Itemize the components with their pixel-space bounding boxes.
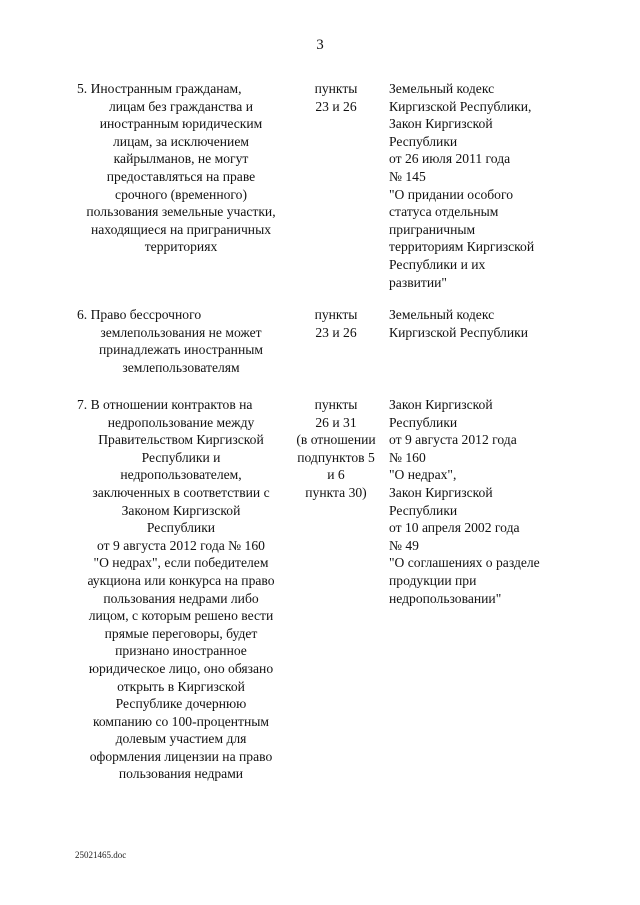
- text-line: недропользование между: [107, 414, 255, 430]
- text-line: территориям Киргизской: [389, 239, 535, 255]
- text-line: Законом Киргизской: [121, 502, 241, 518]
- text-line: 26 и 31: [315, 414, 357, 430]
- text-line: от 9 августа 2012 года: [389, 432, 517, 448]
- text-line: 23 и 26: [315, 324, 357, 340]
- text-line: открыть в Киргизской: [117, 678, 245, 694]
- text-line: "О соглашениях о разделе: [389, 555, 540, 571]
- text-line: недропользовании": [389, 590, 502, 606]
- text-line: предоставляться на праве: [106, 168, 256, 184]
- text-line: недропользователем,: [120, 467, 242, 483]
- text-line: лицам без гражданства и: [108, 98, 253, 114]
- text-line: лицам, за исключением: [113, 133, 249, 149]
- text-line: "О недрах",: [389, 467, 457, 483]
- text-line: землепользователям: [122, 359, 240, 375]
- text-line: долевым участием для: [115, 731, 247, 747]
- text-line: № 145: [389, 168, 426, 184]
- text-line: находящиеся на приграничных: [90, 221, 271, 237]
- text-line: продукции при: [389, 572, 477, 588]
- requirement-cell: [75, 396, 287, 783]
- text-line: 6. Право бессрочного: [77, 307, 202, 322]
- text-line: оформления лицензии на право: [89, 748, 273, 764]
- text-line: "О придании особого: [389, 186, 513, 202]
- text-line: прямые переговоры, будет: [104, 625, 258, 641]
- text-line: Киргизской Республики: [389, 324, 528, 340]
- text-line: лицом, с которым решено вести: [88, 608, 274, 624]
- law-cell: [389, 396, 569, 607]
- text-line: кайрылманов, не могут: [113, 151, 249, 167]
- text-line: Закон Киргизской: [389, 484, 493, 500]
- text-line: "О недрах", если победителем: [93, 555, 269, 571]
- text-line: 5. Иностранным гражданам,: [77, 81, 242, 96]
- text-line: аукциона или конкурса на право: [87, 572, 275, 588]
- text-line: пункты: [314, 397, 358, 412]
- text-line: пользования земельные участки,: [86, 204, 276, 220]
- text-line: приграничным: [389, 221, 476, 237]
- text-line: (в отношении: [296, 432, 376, 448]
- text-line: от 9 августа 2012 года № 160: [97, 537, 265, 553]
- text-line: Республики: [389, 133, 458, 149]
- text-line: Республики: [389, 502, 458, 518]
- text-line: пункта 30): [305, 484, 367, 500]
- page-number: 3: [316, 37, 324, 53]
- text-line: 23 и 26: [315, 98, 357, 114]
- points-cell: [287, 80, 385, 115]
- text-line: Киргизской Республики,: [389, 98, 532, 114]
- text-line: от 10 апреля 2002 года: [389, 520, 520, 536]
- text-line: Закон Киргизской: [389, 116, 493, 132]
- text-line: Земельный кодекс: [389, 81, 495, 96]
- text-line: признано иностранное: [115, 643, 247, 659]
- text-line: компанию со 100-процентным: [92, 713, 269, 729]
- text-line: юридическое лицо, оно обязано: [88, 660, 274, 676]
- text-line: 7. В отношении контрактов на: [77, 397, 253, 412]
- text-line: срочного (временного): [115, 186, 247, 202]
- text-line: развитии": [389, 274, 447, 290]
- text-line: Республики и их: [389, 256, 486, 272]
- text-line: Республики и: [141, 449, 221, 465]
- document-filename: 25021465.doc: [75, 850, 127, 860]
- text-line: Закон Киргизской: [389, 397, 493, 412]
- requirement-cell: [75, 306, 287, 376]
- law-cell: [389, 80, 569, 291]
- law-cell: [389, 306, 569, 341]
- text-line: Республики: [389, 414, 458, 430]
- text-line: Правительством Киргизской: [98, 432, 264, 448]
- text-line: принадлежать иностранным: [99, 342, 263, 358]
- text-line: от 26 июля 2011 года: [389, 151, 511, 167]
- text-line: землепользования не может: [100, 324, 262, 340]
- text-line: Республике дочернюю: [115, 696, 247, 712]
- text-line: № 160: [389, 449, 426, 465]
- text-line: территориях: [144, 239, 218, 255]
- text-line: подпунктов 5: [297, 449, 375, 465]
- text-line: статуса отдельным: [389, 204, 499, 220]
- text-line: и 6: [327, 467, 345, 483]
- points-cell: [287, 396, 385, 502]
- text-line: пункты: [314, 81, 358, 96]
- points-cell: [287, 306, 385, 341]
- text-line: иностранным юридическим: [99, 116, 263, 132]
- text-line: № 49: [389, 537, 419, 553]
- text-line: заключенных в соответствии с: [92, 484, 270, 500]
- text-line: пользования недрами: [118, 766, 244, 782]
- text-line: Республики: [146, 520, 216, 536]
- text-line: Земельный кодекс: [389, 307, 495, 322]
- requirement-cell: [75, 80, 287, 256]
- text-line: пункты: [314, 307, 358, 322]
- text-line: пользования недрами либо: [103, 590, 259, 606]
